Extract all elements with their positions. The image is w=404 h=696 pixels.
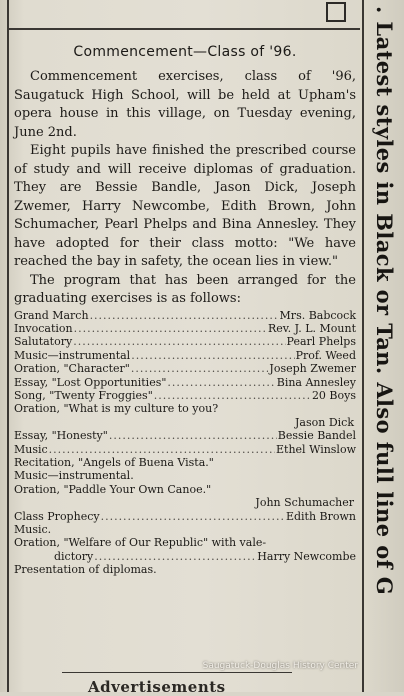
program-row <box>14 443 356 456</box>
program-performer: Pearl Phelps <box>286 335 356 349</box>
program-row <box>14 362 356 375</box>
program-performer: Bessie Bandel <box>277 429 356 443</box>
leader-dots <box>131 349 294 362</box>
program-item: Music—instrumental. <box>14 469 134 483</box>
program-performer: John Schumacher <box>255 496 354 510</box>
leader-dots <box>154 389 311 402</box>
archive-watermark: Saugatuck-Douglas History Center <box>202 661 358 671</box>
program-row <box>14 349 356 362</box>
program-item: Recitation, "Angels of Buena Vista." <box>14 455 214 469</box>
program-performer: Joseph Zwemer <box>269 362 356 376</box>
corner-box-ornament <box>326 2 346 22</box>
program-item: Oration, "Welfare of Our Republic" with vale- <box>14 536 267 550</box>
leader-dots <box>49 443 275 456</box>
program-list <box>14 309 356 577</box>
program-item: Invocation <box>14 321 73 335</box>
program-item: Oration, "Character" <box>14 362 130 376</box>
program-performer: Mrs. Babcock <box>279 308 356 322</box>
commencement-article <box>14 44 356 577</box>
program-item: Presentation of diplomas. <box>14 563 157 577</box>
program-item: Music <box>14 442 48 456</box>
leader-dots <box>101 510 285 523</box>
leader-dots <box>131 362 269 375</box>
program-performer: 20 Boys <box>311 388 356 402</box>
program-performer: Ethel Winslow <box>276 442 356 456</box>
program-item: Oration, "What is my culture to you? <box>14 402 219 416</box>
program-row <box>14 309 356 322</box>
leader-dots <box>167 376 275 389</box>
program-row <box>14 335 356 348</box>
program-row <box>14 376 356 389</box>
program-performer: Jason Dick <box>295 415 354 429</box>
column-divider <box>362 0 364 692</box>
program-performer: Rev. J. L. Mount <box>267 321 356 335</box>
top-rule <box>9 28 360 30</box>
program-item: Oration, "Paddle Your Own Canoe." <box>14 482 212 496</box>
article-paragraph-3: The program that has been arranged for the graduating exercises is as follows: <box>14 272 356 306</box>
leader-dots <box>73 335 285 348</box>
article-heading: Commencement—Class of '96. <box>73 44 297 60</box>
next-section-heading: Advertisements <box>88 678 226 696</box>
leader-dots <box>90 309 279 322</box>
program-row <box>14 389 356 402</box>
program-item: Music. <box>14 523 52 536</box>
section-rule <box>62 672 292 673</box>
leader-dots <box>94 550 256 563</box>
article-paragraph-1: Commencement exercises, class of '96, Saugatuck High School, will be held at Upham's opera house in this village, on Tuesday evening, June 2nd. <box>14 69 356 140</box>
program-performer: Prof. Weed <box>295 348 356 362</box>
program-row <box>14 322 356 335</box>
program-item: Essay, "Honesty" <box>14 429 108 443</box>
adjacent-column <box>368 0 404 692</box>
program-row <box>14 550 356 563</box>
left-column-rule <box>7 0 9 692</box>
program-item: Music—instrumental <box>14 348 131 362</box>
program-item: Class Prophecy <box>14 509 100 523</box>
program-item-continuation: dictory <box>54 549 94 563</box>
program-performer: Edith Brown <box>285 509 356 523</box>
program-row <box>14 429 356 442</box>
program-item: Salutatory <box>14 335 73 349</box>
program-item: Song, "Twenty Froggies" <box>14 388 153 402</box>
program-performer: Bina Annesley <box>276 375 356 389</box>
adjacent-advertisement-text: . Latest styles in Black or Tan. Also full line of G <box>372 6 397 596</box>
program-row <box>14 510 356 523</box>
article-paragraph-2: Eight pupils have finished the prescribed course of study and will receive diplomas of graduation. They are Bessie Bandle, Jason Dick, Joseph Zwemer, Harry Newcombe, Edith Brown, John Schumacher, Pearl Phelps and Bina Annesley. They have adopted for their class motto: "We have reached the bay in safety, the ocean lies in view." <box>14 143 356 269</box>
leader-dots <box>74 322 267 335</box>
program-item: Essay, "Lost Opportunities" <box>14 375 167 389</box>
program-item: Grand March <box>14 308 89 322</box>
leader-dots <box>109 429 277 442</box>
program-performer: Harry Newcombe <box>257 549 356 563</box>
